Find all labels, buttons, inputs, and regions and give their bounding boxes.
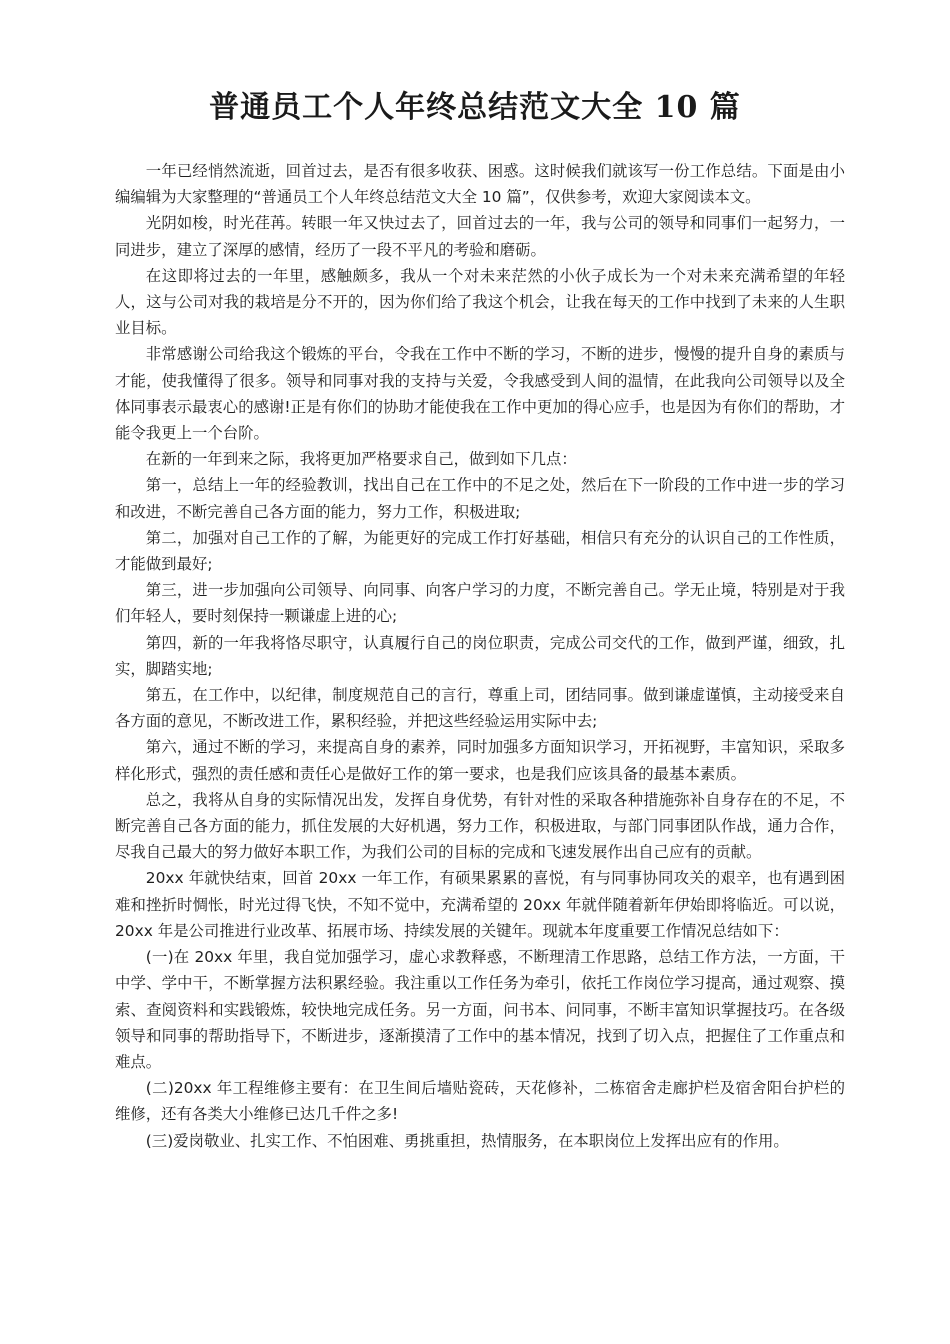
paragraph: 在新的一年到来之际，我将更加严格要求自己，做到如下几点： xyxy=(145,450,577,469)
paragraph: 一年已经悄然流逝，回首过去，是否有很多收获、困惑。这时候我们就该写一份工作总结。下面是由小编编辑为大家整理的“普通员工个人年终总结范文大全 10 篇”，仅供参考，欢迎大家阅读本文。 xyxy=(115,162,845,207)
paragraph: 总之，我将从自身的实际情况出发，发挥自身优势，有针对性的采取各种措施弥补自身存在的不足，不断完善自己各方面的能力，抓住发展的大好机遇，努力工作，积极进取，与部门同事团队作战，通力合作，尽我自己最大的努力做好本职工作，为我们公司的目标的完成和飞速发展作出自己应有的贡献。 xyxy=(115,790,845,862)
document-title: 普通员工个人年终总结范文大全 10 篇 xyxy=(209,90,741,125)
paragraph: 20xx 年就快结束，回首 20xx 一年工作，有硕果累累的喜悦，有与同事协同攻关的艰辛，也有遇到困难和挫折时惆怅，时光过得飞快，不知不觉中，充满希望的 20xx 年就伴随着新年伊始即将临近。可以说，20xx 年是公司推进行业改革、拓展市场、持续发展的关键年。现就本年度重要工作情况总结如下： xyxy=(115,869,845,940)
paragraph: 第二，加强对自己工作的了解，为能更好的完成工作打好基础，相信只有充分的认识自己的工作性质，才能做到最好; xyxy=(115,528,845,574)
paragraph: 非常感谢公司给我这个锻炼的平台，令我在工作中不断的学习，不断的进步，慢慢的提升自身的素质与才能，使我懂得了很多。领导和同事对我的支持与关爱，令我感受到人间的温情，在此我向公司领导以及全体同事表示最衷心的感谢!正是有你们的协助才能使我在工作中更加的得心应手，也是因为有你们的帮助，才能令我更上一个台阶。 xyxy=(115,345,845,443)
paragraph: (三)爱岗敬业、扎实工作、不怕困难、勇挑重担，热情服务，在本职岗位上发挥出应有的作用。 xyxy=(145,1131,789,1150)
paragraph: 第六，通过不断的学习，来提高自身的素养，同时加强多方面知识学习，开拓视野，丰富知识，采取多样化形式，强烈的责任感和责任心是做好工作的第一要求，也是我们应该具备的最基本素质。 xyxy=(115,738,845,783)
paragraph: 在这即将过去的一年里，感触颇多，我从一个对未来茫然的小伙子成长为一个对未来充满希望的年轻人，这与公司对我的栽培是分不开的，因为你们给了我这个机会，让我在每天的工作中找到了未来的人生职业目标。 xyxy=(115,266,845,338)
paragraph: (一)在 20xx 年里，我自觉加强学习，虚心求教释惑，不断理清工作思路，总结工作方法，一方面，干中学、学中干，不断掌握方法积累经验。我注重以工作任务为牵引，依托工作岗位学习提高，通过观察、摸索、查阅资料和实践锻炼，较快地完成任务。另一方面，问书本、问同事，不断丰富知识掌握技巧。在各级领导和同事的帮助指导下，不断进步，逐渐摸清了工作中的基本情况，找到了切入点，把握住了工作重点和难点。 xyxy=(115,948,845,1071)
paragraph: 第一，总结上一年的经验教训，找出自己在工作中的不足之处，然后在下一阶段的工作中进一步的学习和改进，不断完善自己各方面的能力，努力工作，积极进取; xyxy=(115,476,845,521)
paragraph: 光阴如梭，时光荏苒。转眼一年又快过去了，回首过去的一年，我与公司的领导和同事们一起努力，一同进步，建立了深厚的感情，经历了一段不平凡的考验和磨砺。 xyxy=(115,214,845,259)
paragraph: (二)20xx 年工程维修主要有：在卫生间后墙贴瓷砖，天花修补，二栋宿舍走廊护栏及宿舍阳台护栏的维修，还有各类大小维修已达几千件之多! xyxy=(115,1079,845,1124)
document-body xyxy=(115,158,845,1154)
paragraph: 第三，进一步加强向公司领导、向同事、向客户学习的力度，不断完善自己。学无止境，特别是对于我们年轻人，要时刻保持一颗谦虚上进的心; xyxy=(115,581,845,626)
paragraph: 第五，在工作中，以纪律，制度规范自己的言行，尊重上司，团结同事。做到谦虚谨慎，主动接受来自各方面的意见，不断改进工作，累积经验，并把这些经验运用实际中去; xyxy=(115,686,845,731)
paragraph: 第四，新的一年我将恪尽职守，认真履行自己的岗位职责，完成公司交代的工作，做到严谨，细致，扎实，脚踏实地; xyxy=(115,633,845,678)
